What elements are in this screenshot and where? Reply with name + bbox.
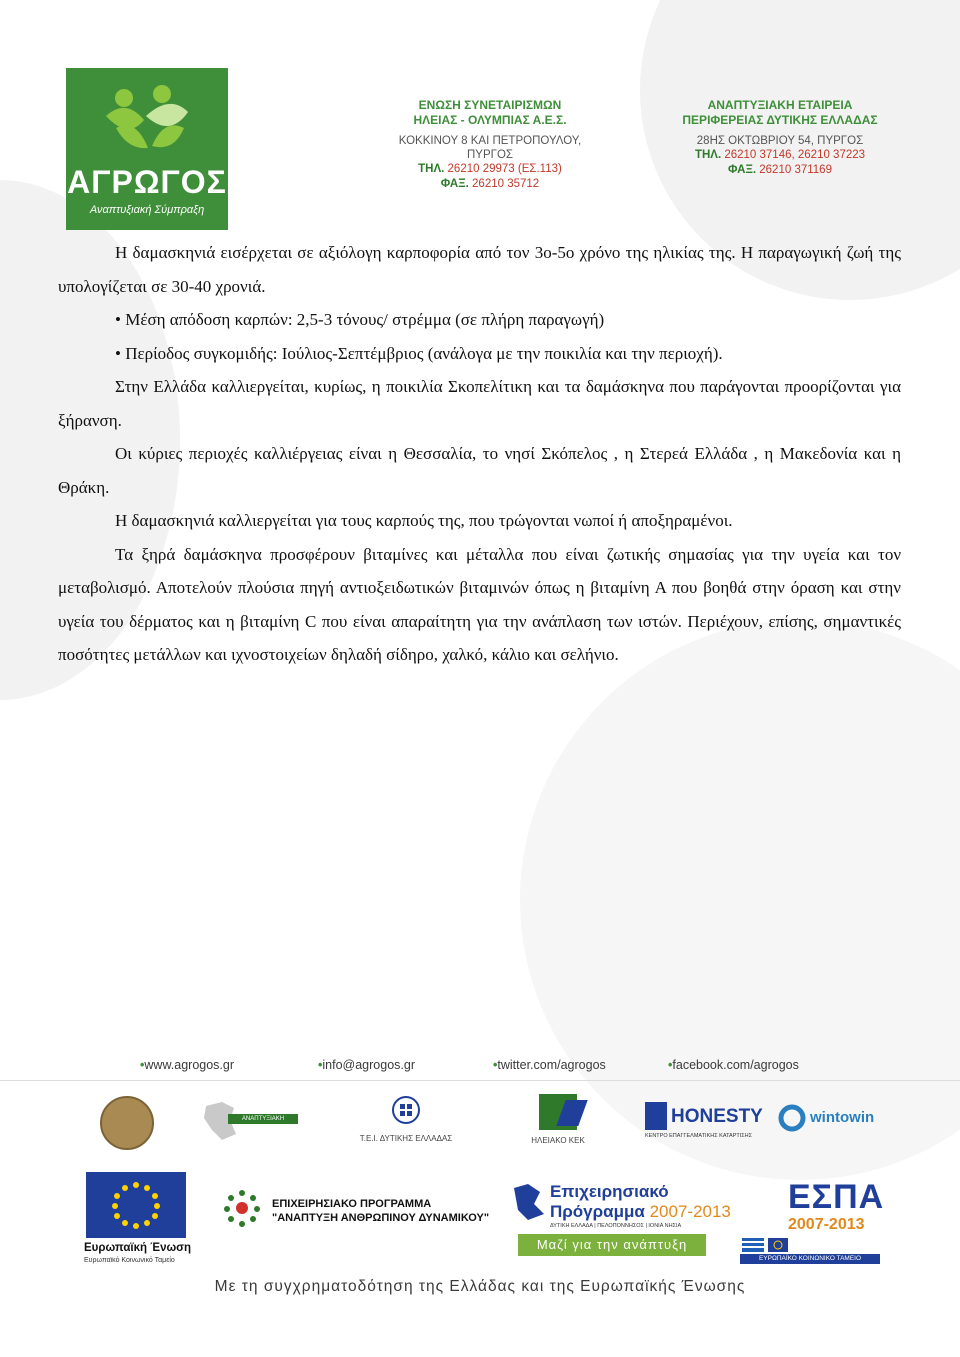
footer-link-website[interactable]: •www.agrogos.gr xyxy=(140,1058,235,1072)
honesty-mark-icon xyxy=(645,1102,667,1130)
leaf-figures-icon xyxy=(66,68,228,168)
honesty-name: HONESTY xyxy=(671,1106,763,1127)
op-hrd-emblem-icon xyxy=(222,1188,262,1228)
paragraph-productivity: Η δαμασκηνιά εισέρχεται σε αξιόλογη καρποφορία από τον 3ο-5ο χρόνο της ηλικίας της. Η παραγωγική ζωή της υπολογίζεται σε 30-40 χρονιά. xyxy=(58,243,901,296)
cofunding-statement: Με τη συγχρηματοδότηση της Ελλάδας και της Ευρωπαϊκής Ένωσης xyxy=(214,1278,746,1295)
medal-logo xyxy=(100,1096,154,1150)
western-greece-op-logo xyxy=(510,1182,731,1258)
greek-emblem-icon xyxy=(391,1094,421,1128)
org-right-name-1: ΑΝΑΠΤΥΞΙΑΚΗ ΕΤΑΙΡΕΙΑ xyxy=(707,98,853,112)
paragraph-regions: Οι κύριες περιοχές καλλιέργειας είναι η Θεσσαλία, το νησί Σκόπελος , η Στερεά Ελλάδα , η Μακεδονία και η Θράκη. xyxy=(58,444,901,497)
letterhead xyxy=(0,0,960,240)
org-right-fax: ΦΑΞ. 26210 371169 xyxy=(728,164,832,176)
paragraph-uses: Η δαμασκηνιά καλλιεργείται για τους καρπούς της, που τρώγονται νωποί ή αποξηραμένοι. xyxy=(115,511,733,530)
paragraph-nutrition: Τα ξηρά δαμάσκηνα προσφέρουν βιταμίνες και μέταλλα που είναι ζωτικής σημασίας για την υγεία και τον μεταβολισμό. Αποτελούν πλούσια πηγή αντιοξειδωτικών βιταμινών όπως η βιταμίνη Α που βοηθά στην όραση και στην υγεία του δέρματος και η βιταμίνη C που είναι απαραίτητη για την ανάπλαση των ιστών. Περιέχουν, επίσης, σημαντικές ποσότητες μετάλλων και ιχνοστοιχείων δηλαδή σίδηρο, χαλκό, κάλιο και σελήνιο. xyxy=(58,544,901,664)
op-hrd-line1: ΕΠΙΧΕΙΡΗΣΙΑΚΟ ΠΡΟΓΡΑΜΜΑ xyxy=(272,1198,432,1210)
wg-title-line1: Επιχειρησιακό xyxy=(550,1182,669,1201)
document-body xyxy=(58,236,901,672)
wintowin-name: wintowin xyxy=(810,1109,875,1126)
wintowin-swirl-icon xyxy=(778,1104,806,1132)
espa-logo xyxy=(740,1178,885,1262)
tei-logo xyxy=(358,1094,454,1150)
region-map-icon xyxy=(510,1182,550,1222)
eu-subtitle: Ευρωπαϊκό Κοινωνικό Ταμείο xyxy=(84,1257,175,1264)
espa-years: 2007-2013 xyxy=(788,1216,865,1233)
eu-title: Ευρωπαϊκή Ένωση xyxy=(84,1242,192,1254)
org-right-phone: ΤΗΛ. 26210 37146, 26210 37223 xyxy=(694,149,866,161)
wg-title-line2: Πρόγραμμα 2007-2013 xyxy=(550,1202,731,1221)
eu-logo xyxy=(84,1172,194,1262)
tei-label: Τ.Ε.Ι. ΔΥΤΙΚΗΣ ΕΛΛΑΔΑΣ xyxy=(359,1134,453,1143)
eu-flag-icon xyxy=(86,1172,186,1238)
paragraph-variety: Στην Ελλάδα καλλιεργείται, κυρίως, η ποικιλία Σκοπελίτικη και τα δαμάσκηνα που παράγονται προορίζονται για ξήρανση. xyxy=(58,377,901,430)
bullet-harvest: • Περίοδος συγκομιδής: Ιούλιος-Σεπτέμβριος (ανάλογα με την ποικιλία και την περιοχή). xyxy=(115,343,723,363)
anaptyxiaki-label: ΑΝΑΠΤΥΞΙΑΚΗ ΕΤΑΙΡΕΙΑ xyxy=(228,1114,298,1124)
org-left-address: ΚΟΚΚΙΝΟΥ 8 ΚΑΙ ΠΕΤΡΟΠΟΥΛΟΥ, ΠΥΡΓΟΣ xyxy=(398,135,582,161)
honesty-subtitle: ΚΕΝΤΡΟ ΕΠΑΓΓΕΛΜΑΤΙΚΗΣ ΚΑΤΑΡΤΙΣΗΣ xyxy=(645,1133,753,1139)
org-left-name-1: ΕΝΩΣΗ ΣΥΝΕΤΑΙΡΙΣΜΩΝ xyxy=(418,98,562,112)
wg-subtitle: ΔΥΤΙΚΗ ΕΛΛΑΔΑ | ΠΕΛΟΠΟΝΝΗΣΟΣ | ΙΟΝΙΑ ΝΗΣΙΑ xyxy=(550,1223,682,1229)
footer xyxy=(0,1050,960,1357)
footer-link-facebook[interactable]: •facebook.com/agrogos xyxy=(668,1058,799,1072)
kek-logo xyxy=(533,1094,583,1150)
kek-label: ΗΛΕΙΑΚΟ ΚΕΚ xyxy=(531,1136,585,1145)
espa-subtitle: ΕΥΡΩΠΑΪΚΟ ΚΟΙΝΩΝΙΚΟ ΤΑΜΕΙΟ xyxy=(740,1254,880,1264)
anaptyxiaki-logo xyxy=(200,1098,300,1148)
footer-divider xyxy=(0,1080,960,1081)
org-left-name-2: ΗΛΕΙΑΣ - ΟΛΥΜΠΙΑΣ Α.Ε.Σ. xyxy=(413,113,567,127)
logo-subtitle: Αναπτυξιακή Σύμπραξη xyxy=(89,204,205,216)
eu-small-flag-icon xyxy=(768,1238,788,1252)
org-left-fax: ΦΑΞ. 26210 35712 xyxy=(440,178,540,190)
bullet-yield: • Μέση απόδοση καρπών: 2,5-3 τόνους/ στρέμμα (σε πλήρη παραγωγή) xyxy=(115,310,605,329)
footer-link-email[interactable]: •info@agrogos.gr xyxy=(318,1058,415,1072)
org-right-address: 28ΗΣ ΟΚΤΩΒΡΙΟΥ 54, ΠΥΡΓΟΣ xyxy=(696,135,864,147)
wg-slogan: Μαζί για την ανάπτυξη xyxy=(518,1234,706,1256)
op-hrd-logo xyxy=(222,1188,490,1248)
footer-link-twitter[interactable]: •twitter.com/agrogos xyxy=(493,1058,606,1072)
wintowin-logo xyxy=(778,1104,878,1134)
agrogos-logo xyxy=(66,68,228,230)
org-right-name-2: ΠΕΡΙΦΕΡΕΙΑΣ ΔΥΤΙΚΗΣ ΕΛΛΑΔΑΣ xyxy=(682,113,878,127)
org-left-phone: ΤΗΛ. 26210 29973 (ΕΣ.113) xyxy=(418,163,562,175)
org-left xyxy=(380,98,600,192)
espa-title: ΕΣΠΑ xyxy=(788,1178,885,1216)
logo-title: ΑΓΡΩΓΟΣ xyxy=(67,164,227,200)
op-hrd-line2: "ΑΝΑΠΤΥΞΗ ΑΝΘΡΩΠΙΝΟΥ ΔΥΝΑΜΙΚΟΥ" xyxy=(272,1212,490,1224)
honesty-logo xyxy=(645,1102,763,1142)
greek-flag-icon xyxy=(742,1238,764,1252)
org-right xyxy=(680,98,880,178)
